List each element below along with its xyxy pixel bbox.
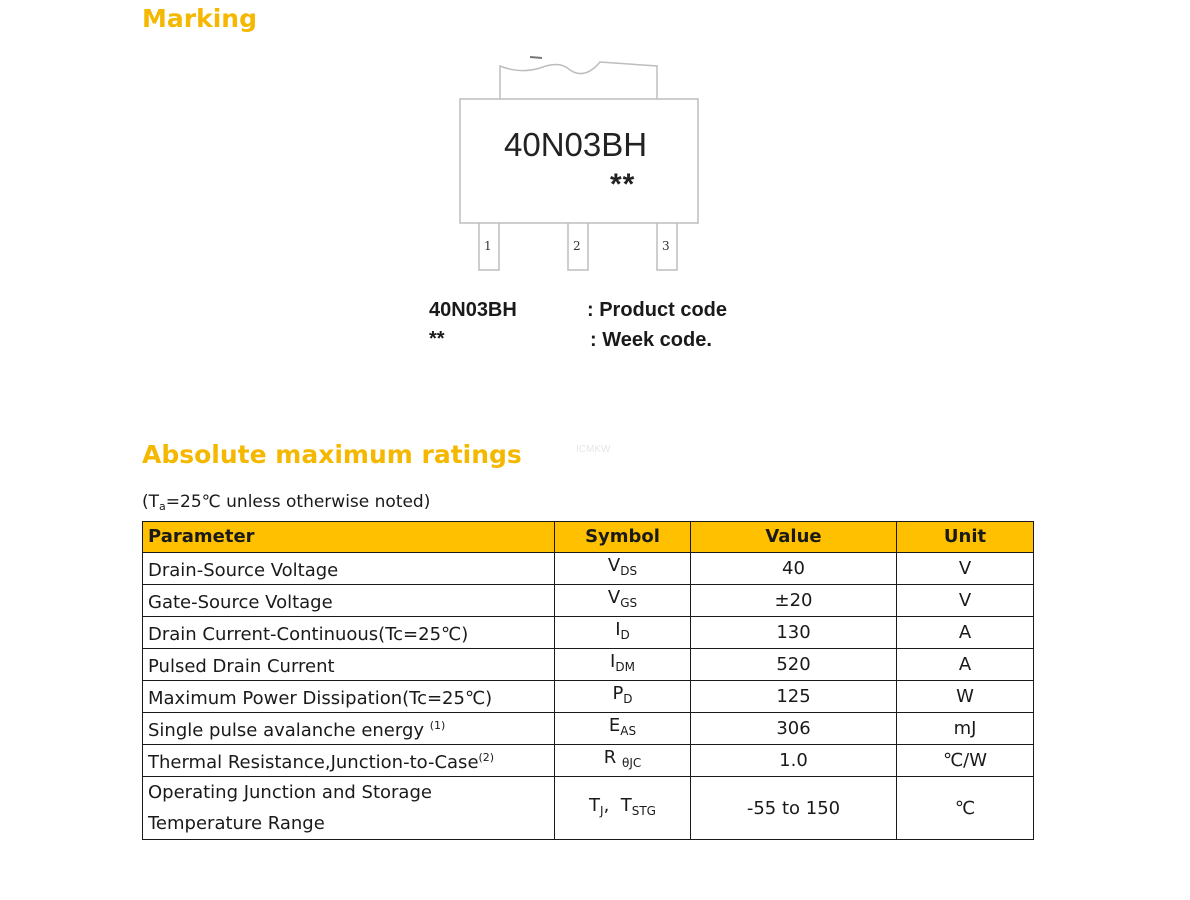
marking-heading: Marking	[142, 4, 257, 33]
symbol-cell: $I_D$	[555, 617, 691, 649]
test-condition-note: ($T_a=25℃$ unless otherwise noted)	[142, 492, 431, 513]
table-row	[143, 585, 1034, 617]
unit-cell: W	[897, 681, 1034, 713]
symbol-cell: $I_{DM}$	[555, 649, 691, 681]
symbol-cell: $V_{GS}$	[555, 585, 691, 617]
table-header-row	[143, 522, 1034, 553]
unit-cell: mJ	[897, 713, 1034, 745]
symbol-cell: $E_{AS}$	[555, 713, 691, 745]
unit-cell: ℃/W	[897, 745, 1034, 777]
header-unit: Unit	[897, 522, 1034, 553]
legend-product-code-desc: : Product code	[587, 299, 728, 321]
package-marking-text: 40N03BH	[504, 126, 648, 163]
table-row	[143, 553, 1034, 585]
pin-2-label: 2	[573, 239, 581, 253]
symbol-cell: $T_J$, $T_{STG}$	[555, 777, 691, 840]
symbol-cell: R $_{\theta JC}$	[555, 745, 691, 777]
ratings-table	[142, 521, 1034, 840]
legend-week-code-key: **	[429, 328, 445, 350]
table-row	[143, 649, 1034, 681]
unit-cell: A	[897, 617, 1034, 649]
watermark: ICMKW	[576, 444, 611, 455]
table-row	[143, 777, 1034, 840]
table-row	[143, 681, 1034, 713]
package-drawing	[420, 40, 740, 280]
package-week-code: **	[610, 168, 636, 201]
table-row	[143, 745, 1034, 777]
unit-cell: A	[897, 649, 1034, 681]
absolute-max-ratings-heading: Absolute maximum ratings	[142, 440, 522, 469]
param-cell: Maximum Power Dissipation(Tc=25℃)	[143, 681, 555, 713]
unit-cell: V	[897, 585, 1034, 617]
param-cell: Thermal Resistance,Junction-to-Case$^{(2)}$	[143, 745, 555, 777]
param-cell: Single pulse avalanche energy $^{(1)}$	[143, 713, 555, 745]
unit-cell: V	[897, 553, 1034, 585]
unit-cell: ℃	[897, 777, 1034, 840]
value-cell: 306	[691, 713, 897, 745]
header-value: Value	[691, 522, 897, 553]
legend-week-code-desc: : Week code.	[590, 329, 712, 351]
table-row	[143, 713, 1034, 745]
param-cell: Operating Junction and Storage Temperature Range	[143, 777, 555, 840]
value-cell: -55 to 150	[691, 777, 897, 840]
pin-1-label: 1	[484, 239, 492, 253]
legend-product-code-key: 40N03BH	[429, 299, 517, 321]
table-row	[143, 617, 1034, 649]
value-cell: 125	[691, 681, 897, 713]
pin-3-label: 3	[662, 239, 670, 253]
value-cell: 130	[691, 617, 897, 649]
param-cell: Gate-Source Voltage	[143, 585, 555, 617]
symbol-cell: $P_D$	[555, 681, 691, 713]
value-cell: ±20	[691, 585, 897, 617]
value-cell: 40	[691, 553, 897, 585]
value-cell: 1.0	[691, 745, 897, 777]
header-symbol: Symbol	[555, 522, 691, 553]
value-cell: 520	[691, 649, 897, 681]
header-parameter: Parameter	[143, 522, 555, 553]
symbol-cell: $V_{DS}$	[555, 553, 691, 585]
param-cell: Drain-Source Voltage	[143, 553, 555, 585]
param-cell: Drain Current-Continuous(Tc=25℃)	[143, 617, 555, 649]
param-cell: Pulsed Drain Current	[143, 649, 555, 681]
